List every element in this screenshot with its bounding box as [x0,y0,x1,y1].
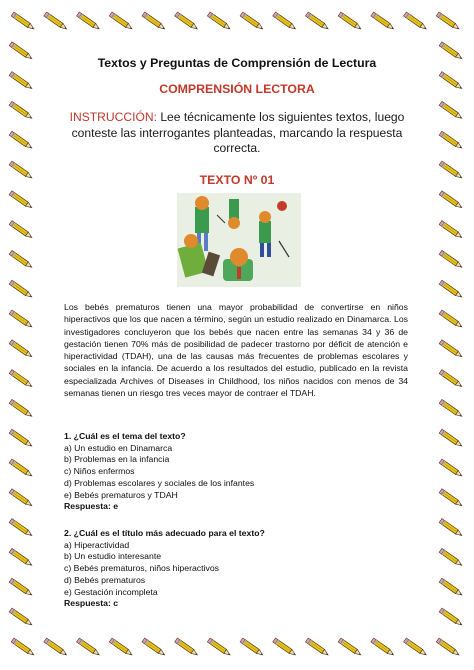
pencil-icon [9,548,33,567]
pencil-icon [9,310,33,329]
pencil-icon [439,101,463,120]
pencil-icon [77,638,101,657]
pencil-icon [436,638,460,657]
pencil-icon [439,548,463,567]
option-a: a) Hiperactividad [64,539,130,550]
instruction-text: Lee técnicamente los siguientes textos, luego conteste las interrogantes planteadas, marcando la respuesta correcta. [71,110,405,155]
pencil-icon [11,638,35,657]
texto-title: TEXTO Nº 01 [199,173,275,187]
option-b: b) Problemas en la infancia [64,454,170,465]
pencil-icon [439,221,463,240]
pencil-icon [371,12,395,31]
instruction [62,110,412,157]
pencil-icon [9,101,33,120]
pencil-icon [9,370,33,389]
pencil-icon [9,280,33,299]
option-d: d) Bebés prematuros [64,574,146,585]
pencil-icon [371,638,395,657]
answer: Respuesta: c [64,598,119,609]
pencil-icon [44,12,68,31]
pencil-icon [439,489,463,508]
pencil-icon [175,12,199,31]
pencil-icon [9,340,33,359]
pencil-icon [439,340,463,359]
option-d: d) Problemas escolares y sociales de los infantes [64,477,255,488]
pencil-icon [142,12,166,31]
instruction-label: INSTRUCCIÓN: [69,110,157,124]
pencil-icon [77,12,101,31]
pencil-icon [207,12,231,31]
passage-text: Los bebés prematuros tienen una mayor probabilidad de convertirse en niños hiperactivos que los que nacen a término, según un estudio realizado en Dinamarca. Los investigadores concluyeron que los bebés que nacen entre las semanas 34 y 36 de gestación tienen 70% más de posibilidad de padecer trastorno por déficit de atención e hiperactividad (TDAH), una de las causas más frecuentes de problemas escolares y sociales en la infancia. De acuerdo a los resultados del estudio, publicado en la revista especializada Archives of Diseases in Childhood, los niños nacidos con menos de 34 semanas tienen un riesgo tres veces mayor de contraer el TDAH. [64,302,408,399]
pencil-icon [404,638,428,657]
answer: Respuesta: e [64,501,119,512]
pencil-icon [404,12,428,31]
pencil-icon [338,638,362,657]
pencil-icon [439,370,463,389]
pencil-icon [44,638,68,657]
children-playing-illustration [177,193,301,287]
pencil-icon [439,131,463,150]
pencil-icon [436,12,460,31]
pencil-icon [9,161,33,180]
pencil-icon [9,72,33,91]
pencil-icon [273,638,297,657]
question-2 [64,528,408,610]
pencil-icon [9,459,33,478]
question-1 [64,431,408,513]
pencil-icon [338,12,362,31]
pencil-icon [439,161,463,180]
pencil-icon [439,42,463,61]
pencil-icon [273,12,297,31]
options-list [64,540,408,599]
pencil-icon [9,42,33,61]
pencil-icon [9,489,33,508]
pencil-icon [439,250,463,269]
pencil-icon [439,72,463,91]
pencil-icon [109,638,133,657]
pencil-icon [439,280,463,299]
pencil-icon [9,578,33,597]
pencil-icon [175,638,199,657]
option-a: a) Un estudio en Dinamarca [64,442,173,453]
pencil-icon [439,310,463,329]
pencil-icon [142,638,166,657]
pencil-icon [9,191,33,210]
question-text: 2. ¿Cuál es el título más adecuado para el texto? [64,528,265,538]
document-title: Textos y Preguntas de Comprensión de Lectura [97,56,377,70]
pencil-icon [439,191,463,210]
pencil-icon [439,578,463,597]
pencil-icon [9,608,33,627]
pencil-icon [9,131,33,150]
options-list [64,443,408,502]
pencil-icon [439,429,463,448]
pencil-icon [305,638,329,657]
pencil-icon [439,519,463,538]
question-text: 1. ¿Cuál es el tema del texto? [64,431,186,441]
pencil-icon [11,12,35,31]
pencil-icon [9,519,33,538]
pencil-icon [109,12,133,31]
option-c: c) Bebés prematuros, niños hiperactivos [64,563,220,574]
pencil-icon [9,399,33,418]
pencil-icon [439,399,463,418]
pencil-icon [240,12,264,31]
option-e: e) Bebés prematuros y TDAH [64,489,178,500]
pencil-icon [240,638,264,657]
option-c: c) Niños enfermos [64,466,135,477]
option-b: b) Un estudio interesante [64,551,162,562]
pencil-icon [9,221,33,240]
pencil-icon [9,429,33,448]
pencil-icon [207,638,231,657]
pencil-icon [439,608,463,627]
pencil-icon [305,12,329,31]
option-e: e) Gestación incompleta [64,586,158,597]
pencil-icon [9,250,33,269]
section-title: COMPRENSIÓN LECTORA [159,82,315,96]
pencil-icon [439,459,463,478]
